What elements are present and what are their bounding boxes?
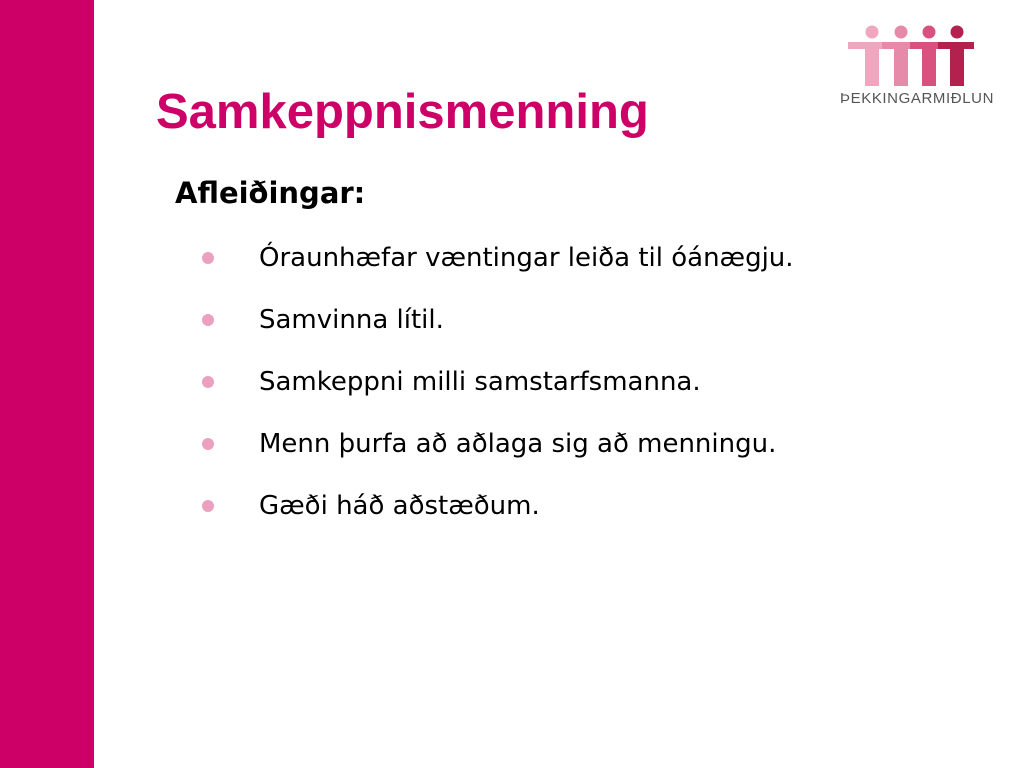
- bullet-text: Óraunhæfar væntingar leiða til óánægju.: [259, 243, 794, 273]
- bullet-dot-icon: [202, 500, 214, 512]
- bullet-item: [197, 482, 977, 530]
- accent-side-bar: [0, 0, 94, 768]
- bullet-dot-icon: [202, 314, 214, 326]
- bullet-item: [197, 420, 977, 468]
- bullet-dot-icon: [202, 376, 214, 388]
- bullet-text: Samkeppni milli samstarfsmanna.: [259, 367, 701, 397]
- bullet-list: [197, 234, 977, 544]
- people-figures-logo-icon: [848, 22, 974, 86]
- slide-title: Samkeppnismenning: [156, 85, 649, 139]
- logo-wordmark: ÞEKKINGARMIÐLUN: [840, 90, 995, 107]
- bullet-dot-icon: [202, 438, 214, 450]
- bullet-item: [197, 358, 977, 406]
- bullet-text: Samvinna lítil.: [259, 305, 444, 335]
- company-logo: [840, 22, 1000, 114]
- bullet-text: Gæði háð aðstæðum.: [259, 491, 540, 521]
- bullet-text: Menn þurfa að aðlaga sig að menningu.: [259, 429, 777, 459]
- bullet-item: [197, 296, 977, 344]
- slide-subheading: Afleiðingar:: [175, 176, 366, 210]
- bullet-item: [197, 234, 977, 282]
- bullet-dot-icon: [202, 252, 214, 264]
